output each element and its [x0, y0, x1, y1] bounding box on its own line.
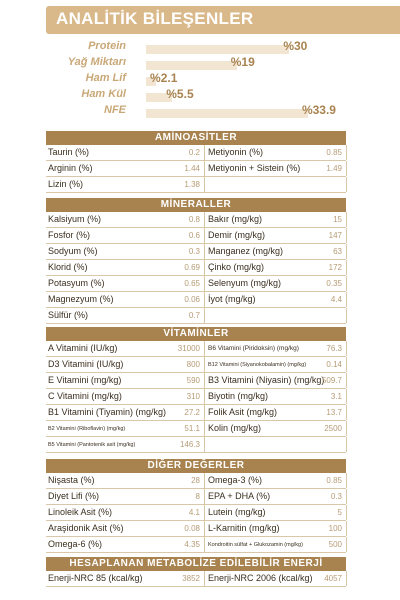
nutrient-name: Kalsiyum (%) — [48, 214, 102, 224]
bar-row — [0, 72, 400, 88]
table-row — [46, 177, 346, 193]
nutrient-value: 27.2 — [184, 408, 200, 417]
nutrient-name: A Vitamini (IU/kg) — [48, 343, 118, 353]
bar-row — [0, 104, 400, 120]
nutrient-name: Arginin (%) — [48, 163, 93, 173]
bar-category-label: Protein — [88, 40, 126, 52]
nutrient-value: 0.3 — [188, 247, 200, 256]
nutrient-name: Nişasta (%) — [48, 475, 95, 485]
nutrient-value: 1.38 — [184, 180, 200, 189]
nutrient-name: Metiyonin + Sistein (%) — [208, 163, 301, 173]
nutrient-value: 3.1 — [330, 392, 342, 401]
bar-category-label: NFE — [104, 104, 126, 116]
bar-value-label: %2.1 — [150, 71, 178, 85]
bar-row — [0, 40, 400, 56]
nutrient-name: Enerji-NRC 2006 (kcal/kg) — [208, 573, 313, 583]
table-row — [46, 308, 346, 324]
nutrient-value: 0.8 — [188, 215, 200, 224]
nutrient-name: Enerji-NRC 85 (kcal/kg) — [48, 573, 143, 583]
nutrient-value: 51.1 — [184, 424, 200, 433]
nutrient-name: EPA + DHA (%) — [208, 491, 271, 501]
nutrient-name: Klorid (%) — [48, 262, 88, 272]
title-banner — [46, 6, 400, 34]
nutrient-name: Magnezyum (%) — [48, 294, 114, 304]
nutrient-name: Fosfor (%) — [48, 230, 91, 240]
nutrient-name: Lizin (%) — [48, 179, 84, 189]
table-row — [46, 341, 346, 357]
bar-category-label: Ham Lif — [85, 72, 126, 84]
nutrient-name: L-Karnitin (mg/kg) — [208, 523, 280, 533]
table-row — [46, 537, 346, 553]
nutrient-name: C Vitamini (mg/kg) — [48, 391, 122, 401]
table-row — [46, 389, 346, 405]
section-header: AMİNOASİTLER — [46, 131, 346, 145]
nutrient-value: 500 — [328, 540, 342, 549]
nutrient-value: 28 — [191, 476, 200, 485]
bar-value-label: %5.5 — [166, 87, 194, 101]
table-row — [46, 228, 346, 244]
section-header: DİĞER DEĞERLER — [46, 459, 346, 473]
table-row — [46, 260, 346, 276]
nutrient-value: 0.85 — [326, 148, 342, 157]
nutrient-value: 590 — [186, 376, 200, 385]
nutrient-value: 100 — [328, 524, 342, 533]
nutrient-value: 0.2 — [188, 148, 200, 157]
table-row — [46, 505, 346, 521]
nutrient-value: 31000 — [177, 344, 200, 353]
nutrient-value: 3852 — [182, 574, 200, 583]
nutrient-value: 1.44 — [184, 164, 200, 173]
section-table — [46, 341, 346, 453]
nutrient-value: 4057 — [324, 574, 342, 583]
nutrient-name: Linoleik Asit (%) — [48, 507, 113, 517]
section-header: VİTAMİNLER — [46, 327, 346, 341]
section-table — [46, 473, 346, 553]
bar-category-label: Yağ Miktarı — [67, 56, 126, 68]
nutrient-name: Lutein (mg/kg) — [208, 507, 266, 517]
nutrient-name: Diyet Lifi (%) — [48, 491, 100, 501]
nutrient-value: 5 — [337, 508, 342, 517]
table-row — [46, 421, 346, 437]
nutrient-name: E Vitamini (mg/kg) — [48, 375, 122, 385]
nutrient-value: 8 — [195, 492, 200, 501]
nutrient-value: 13.7 — [326, 408, 342, 417]
nutrient-value: 146.3 — [179, 440, 200, 449]
nutrient-name: B3 Vitamini (Niyasin) (mg/kg) — [208, 375, 325, 385]
table-row — [46, 521, 346, 537]
nutrient-name: Demir (mg/kg) — [208, 230, 266, 240]
page-title: ANALİTİK BİLEŞENLER — [56, 9, 254, 28]
table-row — [46, 373, 346, 389]
nutrient-name: B6 Vitamini (Piridoksin) (mg/kg) — [208, 345, 299, 352]
nutrient-value: 0.69 — [184, 263, 200, 272]
nutrient-value: 0.14 — [326, 360, 342, 369]
table-row — [46, 405, 346, 421]
nutrient-value: 147 — [328, 231, 342, 240]
nutrient-value: 0.3 — [330, 492, 342, 501]
nutrient-name: Araşidonik Asit (%) — [48, 523, 124, 533]
nutrient-value: 0.6 — [188, 231, 200, 240]
nutrient-name: Kolin (mg/kg) — [208, 423, 262, 433]
nutrient-name: Omega-6 (%) — [48, 539, 103, 549]
bar — [146, 61, 237, 70]
nutrient-name: Selenyum (mg/kg) — [208, 278, 282, 288]
table-row — [46, 292, 346, 308]
nutrient-value: 4.1 — [188, 508, 200, 517]
table-row — [46, 161, 346, 177]
section-table — [46, 571, 346, 587]
nutrient-name: Çinko (mg/kg) — [208, 262, 265, 272]
nutrient-value: 0.65 — [184, 279, 200, 288]
nutrient-name: Kondroitin sülfat + Glukozamin (mg/kg) — [208, 542, 303, 548]
bar-category-label: Ham Kül — [81, 88, 126, 100]
nutrient-value: 509.7 — [321, 376, 342, 385]
bar-row — [0, 56, 400, 72]
table-row — [46, 145, 346, 161]
section-header: MİNERALLER — [46, 198, 346, 212]
nutrient-name: Taurin (%) — [48, 147, 90, 157]
analytic-bar-chart — [0, 40, 400, 120]
nutrient-name: Sülfür (%) — [48, 310, 89, 320]
nutrient-value: 172 — [328, 263, 342, 272]
nutrient-name: Folik Asit (mg/kg) — [208, 407, 278, 417]
nutrient-name: Biyotin (mg/kg) — [208, 391, 269, 401]
nutrient-value: 1.49 — [326, 164, 342, 173]
table-row — [46, 212, 346, 228]
section-header: HESAPLANAN METABOLİZE EDİLEBİLİR ENERJİ — [46, 557, 346, 571]
nutrient-value: 4.35 — [184, 540, 200, 549]
table-row — [46, 276, 346, 292]
bar-value-label: %30 — [283, 39, 308, 53]
bar-value-label: %33.9 — [301, 103, 336, 117]
bar — [146, 45, 289, 54]
nutrient-value: 15 — [333, 215, 342, 224]
nutrient-value: 0.85 — [326, 476, 342, 485]
nutrient-name: İyot (mg/kg) — [208, 294, 256, 304]
nutrient-value: 0.06 — [184, 295, 200, 304]
nutrient-value: 2500 — [324, 424, 342, 433]
nutrient-name: Bakır (mg/kg) — [208, 214, 263, 224]
nutrient-name: B1 Vitamini (Tiyamin) (mg/kg) — [48, 407, 167, 417]
section-table — [46, 212, 346, 324]
nutrient-name: Potasyum (%) — [48, 278, 105, 288]
section-table — [46, 145, 346, 193]
table-row — [46, 571, 346, 587]
nutrient-value: 310 — [186, 392, 200, 401]
nutrient-name: D3 Vitamini (IU/kg) — [48, 359, 124, 369]
table-row — [46, 357, 346, 373]
table-row — [46, 244, 346, 260]
table-row — [46, 437, 346, 453]
bar — [146, 109, 308, 118]
nutrient-name: B2 Vitamini (Riboflavin) (mg/kg) — [48, 426, 126, 432]
nutrient-value: 0.08 — [184, 524, 200, 533]
bar-value-label: %19 — [230, 55, 255, 69]
nutrient-value: 800 — [186, 360, 200, 369]
nutrient-name: B5 Vitamini (Pantotenik asit (mg/kg) — [48, 442, 136, 448]
table-row — [46, 473, 346, 489]
nutrient-name: Sodyum (%) — [48, 246, 98, 256]
nutrient-value: 4.4 — [330, 295, 342, 304]
nutrient-value: 0.35 — [326, 279, 342, 288]
nutrient-name: Omega-3 (%) — [208, 475, 263, 485]
table-row — [46, 489, 346, 505]
nutrient-name: B12 Vitamini (Siyanokobalamin) (mg/kg) — [208, 362, 307, 368]
nutrient-name: Manganez (mg/kg) — [208, 246, 284, 256]
bar-row — [0, 88, 400, 104]
nutrient-value: 0.7 — [188, 311, 200, 320]
nutrient-name: Metiyonin (%) — [208, 147, 264, 157]
nutrient-value: 76.3 — [326, 344, 342, 353]
nutrient-value: 63 — [333, 247, 342, 256]
